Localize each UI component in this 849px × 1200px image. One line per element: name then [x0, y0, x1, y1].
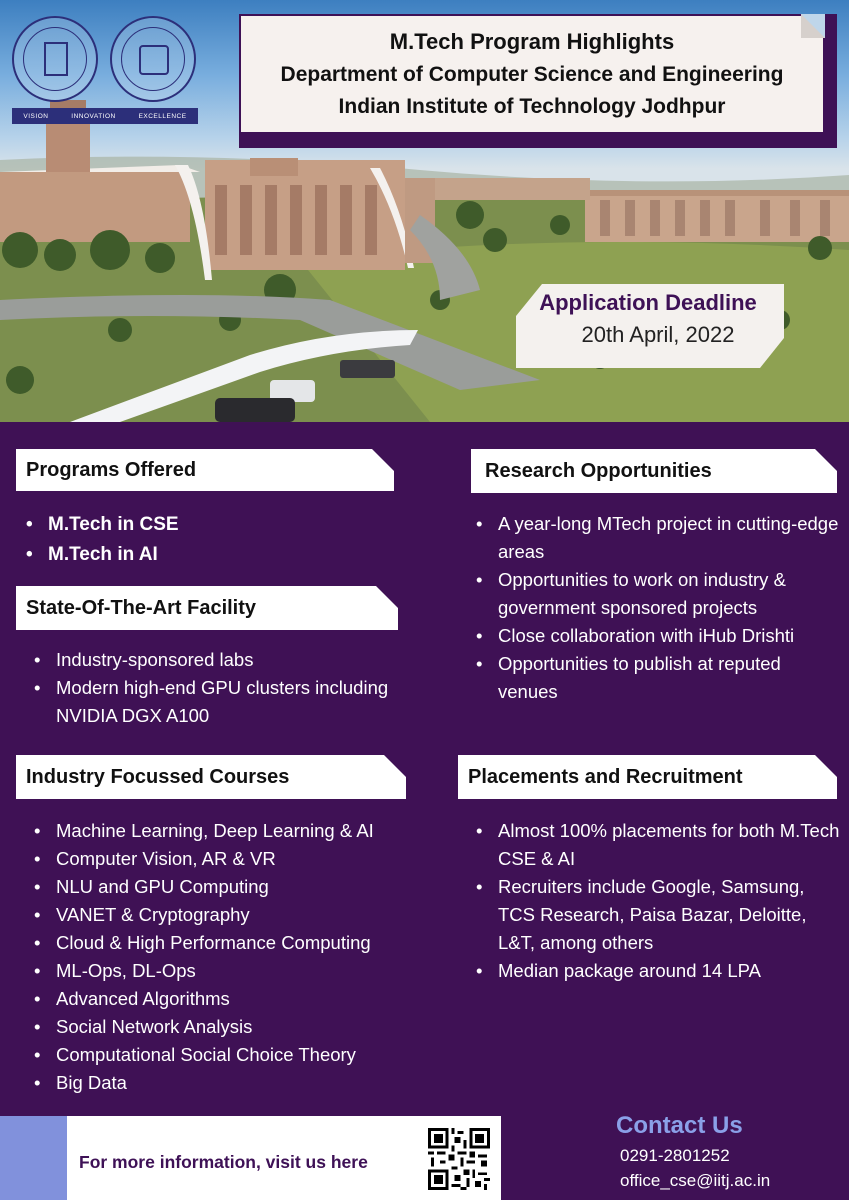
list-item: • Cloud & High Performance Computing: [28, 929, 448, 957]
research-heading: [471, 449, 837, 493]
facility-list: [28, 646, 428, 730]
courses-heading: [16, 755, 406, 799]
contact-us-heading: Contact Us: [616, 1112, 743, 1139]
courses-heading-text: Industry Focussed Courses: [26, 765, 290, 788]
list-item: • Modern high-end GPU clusters including NVIDIA DGX A100: [28, 674, 428, 730]
title-card: [239, 14, 837, 148]
placements-heading-text: Placements and Recruitment: [468, 765, 743, 788]
program-title: M.Tech Program Highlights: [389, 29, 675, 54]
list-item: • Recruiters include Google, Samsung, TCS Research, Paisa Bazar, Deloitte, L&T, among others: [470, 873, 840, 957]
motto-innovation: INNOVATION: [71, 112, 116, 120]
department-name: Department of Computer Science and Engineering: [280, 63, 784, 86]
list-item: • Big Data: [28, 1069, 448, 1097]
list-item: • M.Tech in AI: [20, 540, 420, 570]
deadline-date: 20th April, 2022: [581, 322, 735, 347]
placements-heading: [458, 755, 837, 799]
list-item: • M.Tech in CSE: [20, 510, 420, 540]
list-item: • ML-Ops, DL-Ops: [28, 957, 448, 985]
footer-accent-block: [0, 1116, 67, 1200]
list-item: • Advanced Algorithms: [28, 985, 448, 1013]
placements-list: [470, 817, 840, 985]
campus-photo: [0, 0, 849, 422]
research-heading-text: Research Opportunities: [485, 459, 712, 482]
list-item: • A year-long MTech project in cutting-edge areas: [470, 510, 840, 566]
list-item: • Computational Social Choice Theory: [28, 1041, 448, 1069]
courses-list: [28, 817, 448, 1097]
iitj-emblem-icon: [12, 16, 98, 102]
programs-list: [20, 510, 420, 570]
programs-offered-heading: [16, 449, 394, 491]
list-item: • Almost 100% placements for both M.Tech CSE & AI: [470, 817, 840, 873]
contact-phone[interactable]: 0291-2801252: [620, 1146, 730, 1165]
facility-heading-text: State-Of-The-Art Facility: [26, 596, 257, 619]
list-item: • Opportunities to work on industry & government sponsored projects: [470, 566, 840, 622]
list-item: • Social Network Analysis: [28, 1013, 448, 1041]
contact-email[interactable]: office_cse@iitj.ac.in: [620, 1171, 771, 1190]
qr-code-icon[interactable]: [428, 1128, 490, 1190]
facility-heading: [16, 586, 398, 630]
research-list: [470, 510, 840, 706]
motto-bar: [12, 108, 198, 124]
application-deadline-badge: [512, 280, 790, 372]
more-info-link[interactable]: For more information, visit us here: [79, 1152, 368, 1172]
institute-logos: [12, 16, 198, 128]
institute-name: Indian Institute of Technology Jodhpur: [338, 95, 726, 118]
list-item: • Close collaboration with iHub Drishti: [470, 622, 840, 650]
list-item: • Opportunities to publish at reputed venues: [470, 650, 840, 706]
list-item: • Computer Vision, AR & VR: [28, 845, 448, 873]
list-item: • NLU and GPU Computing: [28, 873, 448, 901]
motto-vision: VISION: [23, 112, 49, 120]
list-item: • Industry-sponsored labs: [28, 646, 428, 674]
list-item: • Machine Learning, Deep Learning & AI: [28, 817, 448, 845]
list-item: • Median package around 14 LPA: [470, 957, 840, 985]
list-item: • VANET & Cryptography: [28, 901, 448, 929]
programs-offered-heading-text: Programs Offered: [26, 458, 197, 481]
deadline-label: Application Deadline: [539, 290, 757, 315]
cse-department-emblem-icon: [110, 16, 196, 102]
motto-excellence: EXCELLENCE: [138, 112, 187, 120]
